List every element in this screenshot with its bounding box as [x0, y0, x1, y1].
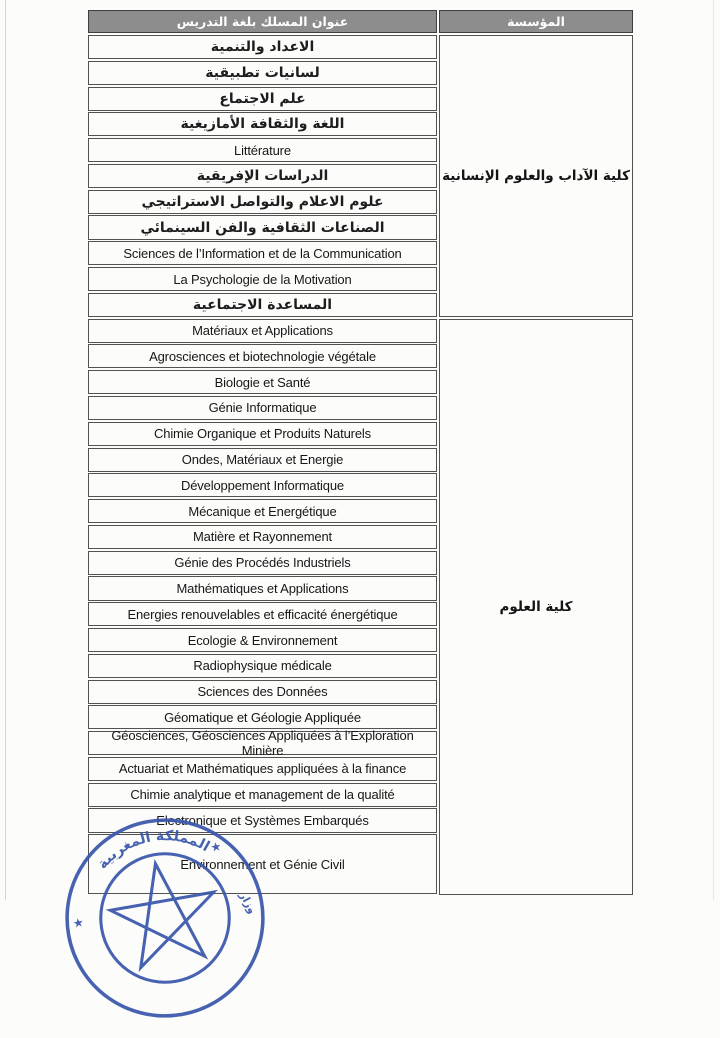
program-row: Environnement et Génie Civil	[88, 834, 437, 894]
program-row: Génie des Procédés Industriels	[88, 551, 437, 575]
table-header-program-title: عنوان المسلك بلغة التدريس	[88, 10, 437, 33]
program-row: علوم الاعلام والتواصل الاستراتيجي	[88, 190, 437, 214]
program-row: Ecologie & Environnement	[88, 628, 437, 652]
stamp-side-text: وزار	[236, 889, 259, 916]
stamp-inner-circle-icon	[91, 844, 240, 993]
program-row: La Psychologie de la Motivation	[88, 267, 437, 291]
program-row: Sciences de l’Information et de la Communication	[88, 241, 437, 265]
institution-cell-letters-humanities: كلية الآداب والعلوم الإنسانية	[439, 35, 633, 317]
program-row: Géosciences, Géosciences Appliquées à l’Exploration Minière	[88, 731, 437, 755]
program-row: Mécanique et Energétique	[88, 499, 437, 523]
program-row: Radiophysique médicale	[88, 654, 437, 678]
stamp-small-star-right-icon: ★	[209, 839, 223, 855]
program-row: Mathématiques et Applications	[88, 576, 437, 600]
institution-cell-sciences: كلية العلوم	[439, 319, 633, 895]
program-row: Matériaux et Applications	[88, 319, 437, 343]
document-table	[88, 10, 633, 896]
program-row: Développement Informatique	[88, 473, 437, 497]
scan-page-edge-right	[713, 0, 714, 900]
program-row: Matière et Rayonnement	[88, 525, 437, 549]
program-row: الدراسات الإفريقية	[88, 164, 437, 188]
program-row: Electronique et Systèmes Embarqués	[88, 808, 437, 832]
program-row: المساعدة الاجتماعية	[88, 293, 437, 317]
program-row: Biologie et Santé	[88, 370, 437, 394]
program-row: علم الاجتماع	[88, 87, 437, 111]
stamp-arc-text: المملكة المغربية	[94, 828, 213, 873]
official-stamp	[45, 798, 286, 1038]
program-row: اللغة والثقافة الأمازيغية	[88, 112, 437, 136]
program-row: لسانيات تطبيقية	[88, 61, 437, 85]
program-row: Energies renouvelables et efficacité énergétique	[88, 602, 437, 626]
program-row: الصناعات الثقافية والفن السينمائي	[88, 215, 437, 239]
program-row: الاعداد والتنمية	[88, 35, 437, 59]
program-row: Géomatique et Géologie Appliquée	[88, 705, 437, 729]
program-row: Génie Informatique	[88, 396, 437, 420]
table-header-institution: المؤسسة	[439, 10, 633, 33]
program-row: Agrosciences et biotechnologie végétale	[88, 344, 437, 368]
institution-column	[439, 10, 633, 895]
program-row: Actuariat et Mathématiques appliquées à la finance	[88, 757, 437, 781]
scan-page-edge-left	[5, 0, 6, 900]
program-column	[88, 10, 437, 896]
program-row: Ondes, Matériaux et Energie	[88, 448, 437, 472]
program-row: Littérature	[88, 138, 437, 162]
program-row: Sciences des Données	[88, 680, 437, 704]
program-row: Chimie analytique et management de la qualité	[88, 783, 437, 807]
stamp-small-star-left-icon: ★	[71, 915, 85, 931]
program-row: Chimie Organique et Produits Naturels	[88, 422, 437, 446]
